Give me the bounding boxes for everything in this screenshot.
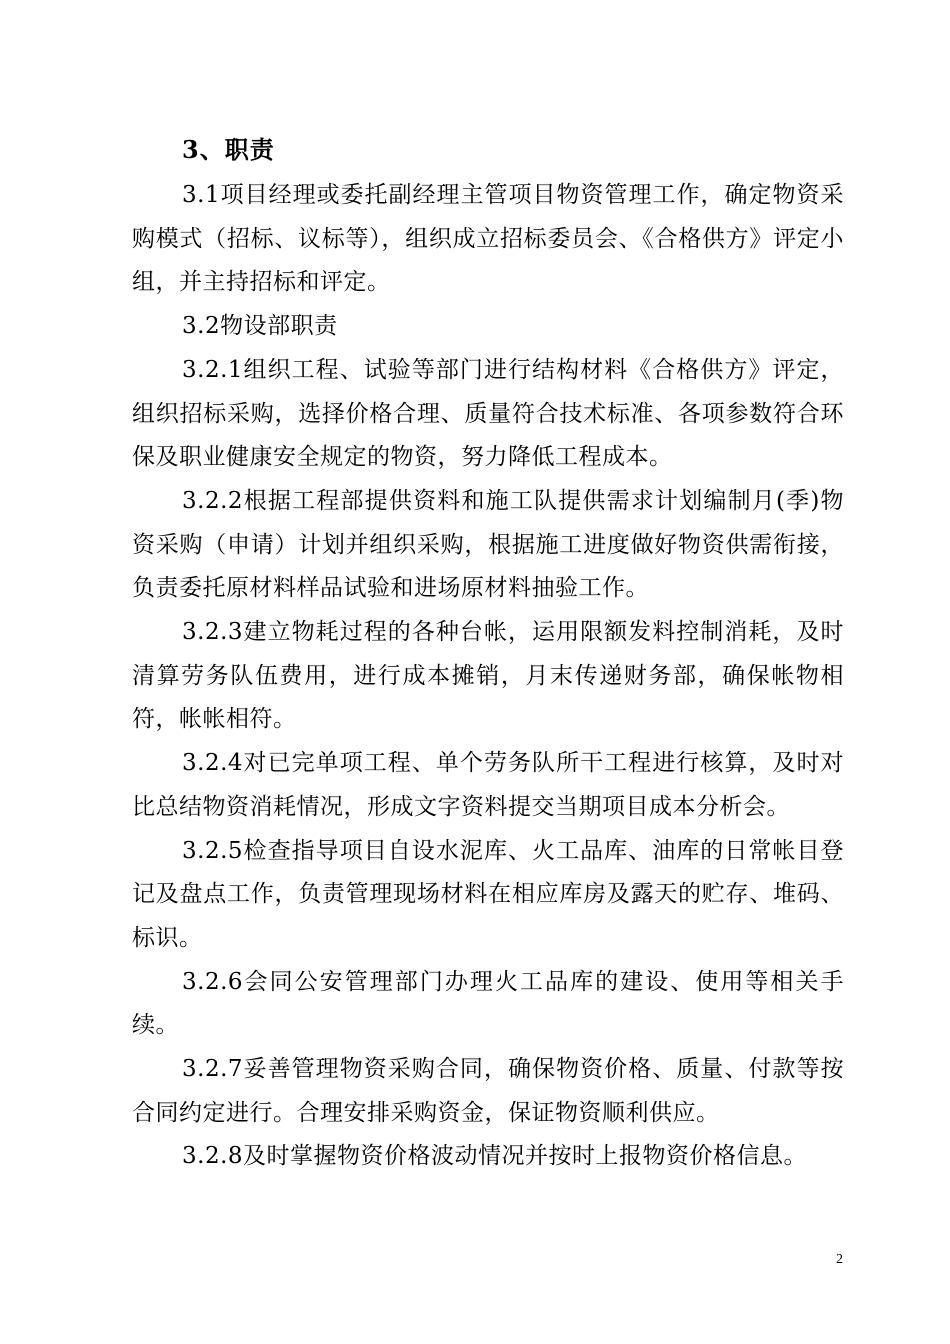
paragraph-3-2: 3.2物设部职责 (182, 313, 338, 340)
paragraph-3-2-8: 3.2.8及时掌握物资价格波动情况并按时上报物资价格信息。 (182, 1143, 808, 1170)
document-body (132, 126, 844, 1179)
paragraph-3-2-1: 3.2.1组织工程、试验等部门进行结构材料《合格供方》评定，组织招标采购，选择价格合理、质量符合技术标准、各项参数符合环保及职业健康安全规定的物资，努力降低工程成本。 (132, 356, 844, 471)
paragraph-3-1: 3.1项目经理或委托副经理主管项目物资管理工作，确定物资采购模式（招标、议标等），组织成立招标委员会、《合格供方》评定小组，并主持招标和评定。 (132, 182, 844, 296)
section-heading: 3、职责 (182, 135, 275, 164)
page-number: 2 (836, 1252, 843, 1267)
paragraph-3-2-2: 3.2.2根据工程部提供资料和施工队提供需求计划编制月(季)物资采购（申请）计划并组织采购，根据施工进度做好物资供需衔接，负责委托原材料样品试验和进场原材料抽验工作。 (132, 487, 844, 602)
paragraph-3-2-3: 3.2.3建立物耗过程的各种台帐，运用限额发料控制消耗，及时清算劳务队伍费用，进行成本摊销，月末传递财务部，确保帐物相符，帐帐相符。 (132, 619, 844, 733)
paragraph-3-2-7: 3.2.7妥善管理物资采购合同，确保物资价格、质量、付款等按合同约定进行。合理安排采购资金，保证物资顺利供应。 (132, 1056, 844, 1126)
paragraph-3-2-6: 3.2.6会同公安管理部门办理火工品库的建设、使用等相关手续。 (132, 968, 844, 1039)
paragraph-3-2-4: 3.2.4对已完单项工程、单个劳务队所干工程进行核算，及时对比总结物资消耗情况，形成文字资料提交当期项目成本分析会。 (132, 750, 844, 820)
paragraph-3-2-5: 3.2.5检查指导项目自设水泥库、火工品库、油库的日常帐目登记及盘点工作，负责管理现场材料在相应库房及露天的贮存、堆码、标识。 (132, 837, 844, 951)
